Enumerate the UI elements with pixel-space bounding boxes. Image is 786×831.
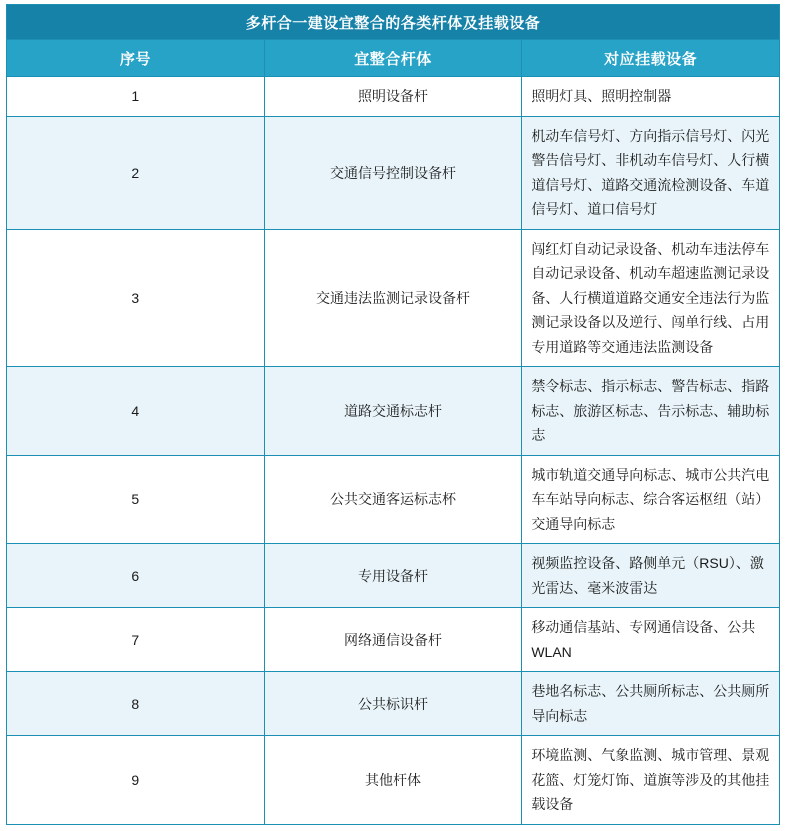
cell-devices: 移动通信基站、专网通信设备、公共 WLAN <box>522 608 780 672</box>
cell-index: 5 <box>7 455 265 544</box>
cell-devices: 闯红灯自动记录设备、机动车违法停车自动记录设备、机动车超速监测记录设备、人行横道道路交通安全违法行为监测记录设备以及逆行、闯单行线、占用专用道路等交通违法监测设备 <box>522 229 780 367</box>
cell-devices: 照明灯具、照明控制器 <box>522 77 780 117</box>
cell-pole: 照明设备杆 <box>264 77 522 117</box>
cell-index: 1 <box>7 77 265 117</box>
cell-pole: 交通违法监测记录设备杆 <box>264 229 522 367</box>
header-pole: 宜整合杆体 <box>264 40 522 77</box>
cell-pole: 公共标识杆 <box>264 672 522 736</box>
cell-pole: 其他杆体 <box>264 736 522 825</box>
header-index: 序号 <box>7 40 265 77</box>
cell-pole: 专用设备杆 <box>264 544 522 608</box>
cell-index: 8 <box>7 672 265 736</box>
cell-devices: 视频监控设备、路侧单元（RSU）、激光雷达、毫米波雷达 <box>522 544 780 608</box>
cell-index: 7 <box>7 608 265 672</box>
cell-index: 3 <box>7 229 265 367</box>
cell-index: 9 <box>7 736 265 825</box>
table-row <box>7 116 780 229</box>
table-row <box>7 229 780 367</box>
table-row <box>7 672 780 736</box>
table-row <box>7 544 780 608</box>
table-row <box>7 77 780 117</box>
table-header-row <box>7 40 780 77</box>
cell-index: 2 <box>7 116 265 229</box>
cell-devices: 机动车信号灯、方向指示信号灯、闪光警告信号灯、非机动车信号灯、人行横道信号灯、道路交通流检测设备、车道信号灯、道口信号灯 <box>522 116 780 229</box>
cell-pole: 交通信号控制设备杆 <box>264 116 522 229</box>
pole-integration-table <box>6 4 780 825</box>
cell-index: 4 <box>7 367 265 456</box>
table-row <box>7 736 780 825</box>
header-devices: 对应挂载设备 <box>522 40 780 77</box>
cell-index: 6 <box>7 544 265 608</box>
cell-pole: 公共交通客运标志杯 <box>264 455 522 544</box>
cell-devices: 城市轨道交通导向标志、城市公共汽电车车站导向标志、综合客运枢纽（站）交通导向标志 <box>522 455 780 544</box>
cell-pole: 网络通信设备杆 <box>264 608 522 672</box>
table-title-row <box>7 5 780 40</box>
cell-devices: 巷地名标志、公共厕所标志、公共厕所导向标志 <box>522 672 780 736</box>
table-row <box>7 455 780 544</box>
cell-pole: 道路交通标志杆 <box>264 367 522 456</box>
table-row <box>7 608 780 672</box>
table-row <box>7 367 780 456</box>
cell-devices: 环境监测、气象监测、城市管理、景观花篮、灯笼灯饰、道旗等涉及的其他挂载设备 <box>522 736 780 825</box>
table-title: 多杆合一建设宜整合的各类杆体及挂载设备 <box>7 5 780 40</box>
cell-devices: 禁令标志、指示标志、警告标志、指路标志、旅游区标志、告示标志、辅助标志 <box>522 367 780 456</box>
